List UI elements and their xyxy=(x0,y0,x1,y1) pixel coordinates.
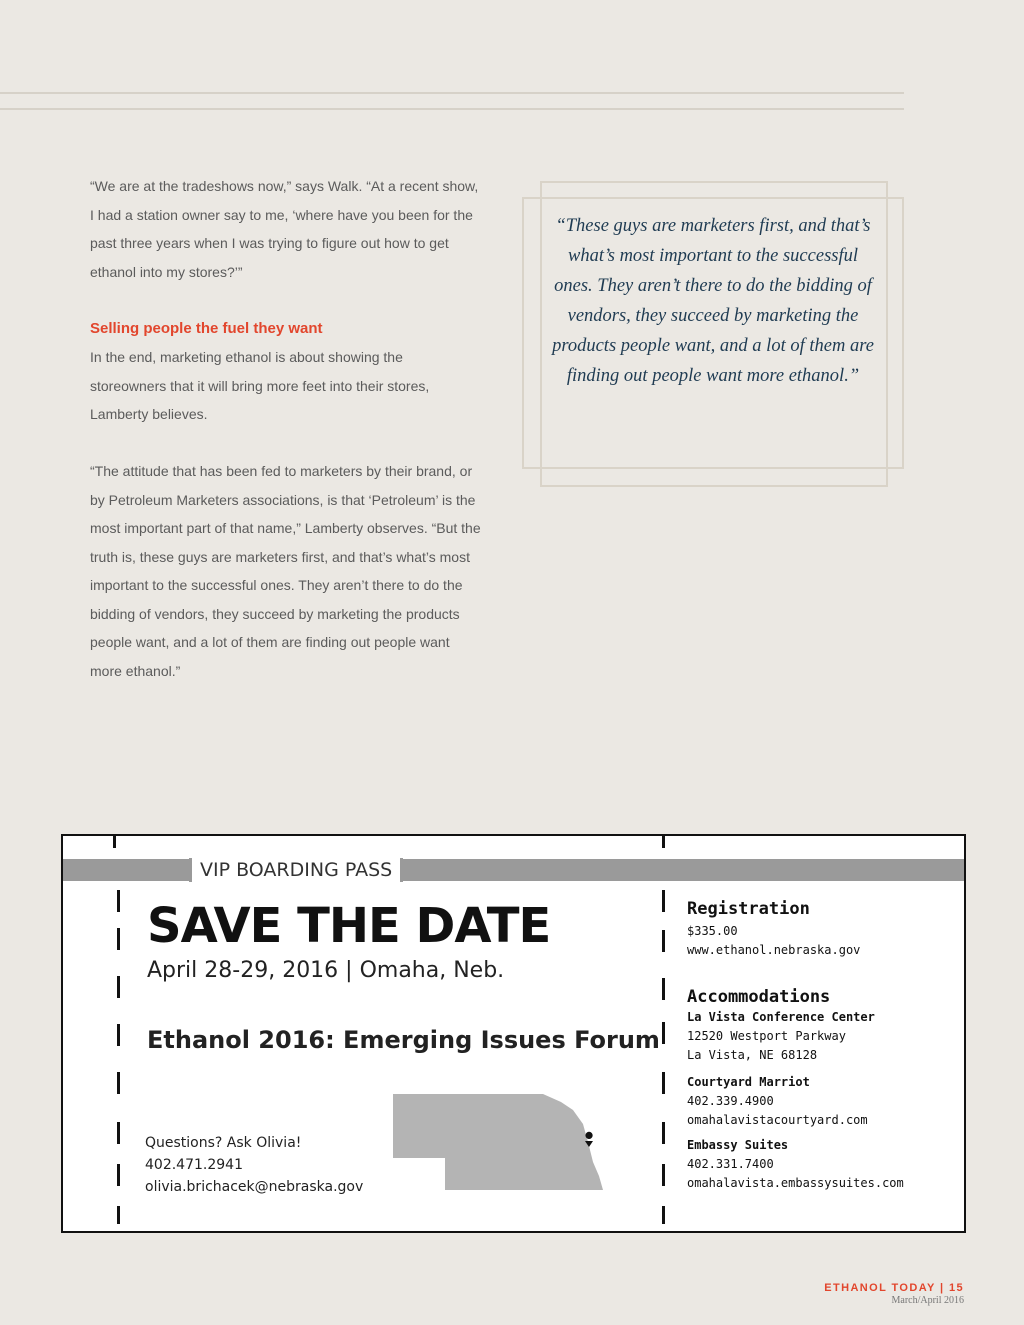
nebraska-state-shape xyxy=(393,1094,603,1190)
hotel-url-embassy: omahalavista.embassysuites.com xyxy=(687,1176,904,1190)
ad-details-column xyxy=(687,898,957,1193)
hotel-name-la-vista: La Vista Conference Center xyxy=(687,1010,875,1024)
article-paragraph-2: In the end, marketing ethanol is about showing the storeowners that it will bring more feet into their stores, Lamberty believes. xyxy=(90,349,430,422)
perforation-left xyxy=(117,928,120,950)
accommodations-heading: Accommodations xyxy=(687,987,831,1007)
contact-phone: 402.471.2941 xyxy=(145,1157,243,1173)
event-name: Ethanol 2016: Emerging Issues Forum xyxy=(147,1026,660,1054)
perforation-right xyxy=(662,890,665,912)
boarding-pass-ad xyxy=(61,834,966,1233)
hotel-city-la-vista: La Vista, NE 68128 xyxy=(687,1048,818,1062)
vip-boarding-pass-label: VIP BOARDING PASS xyxy=(189,858,403,882)
perforation-left xyxy=(117,1024,120,1046)
registration-url: www.ethanol.nebraska.gov xyxy=(687,943,861,957)
perforation-right xyxy=(662,1022,665,1044)
magazine-name-page-number: ETHANOL TODAY | 15 xyxy=(824,1282,964,1294)
section-heading: Selling people the fuel they want xyxy=(90,319,323,337)
perforation-right xyxy=(662,930,665,952)
perforation-left xyxy=(117,1164,120,1186)
perforation-right xyxy=(662,1072,665,1094)
article-paragraph-1: “We are at the tradeshows now,” says Walk. “At a recent show, I had a station owner say to me, ‘where have you been for the past three years when I was trying to figure out how to get ethanol into my stores?’” xyxy=(90,178,479,280)
contact-email: olivia.brichacek@nebraska.gov xyxy=(145,1179,364,1195)
hotel-street-la-vista: 12520 Westport Parkway xyxy=(687,1029,846,1043)
nebraska-map-icon xyxy=(393,1092,623,1194)
pull-quote-text: “These guys are marketers first, and that’s what’s most important to the successful ones. They aren’t there to do the bidding of vendors, they succeed by marketing the products people want, and a lot of them are finding out people want more ethanol.” xyxy=(552,216,874,386)
article-paragraph-3: “The attitude that has been fed to marketers by their brand, or by Petroleum Marketers associations, is that ‘Petroleum’ is the most important part of that name,” Lamberty observes. “But the truth is, these guys are marketers first, and that’s what’s most important to the successful ones. They aren’t there to do the bidding of vendors, they succeed by marketing the products people want, and a lot of them are finding out people want more ethanol.” xyxy=(90,463,481,679)
hotel-name-embassy: Embassy Suites xyxy=(687,1138,789,1152)
registration-price: $335.00 xyxy=(687,924,738,938)
perforation-left xyxy=(113,836,116,848)
pull-quote-box xyxy=(522,181,904,487)
perforation-left xyxy=(117,1122,120,1144)
perforation-right xyxy=(662,1122,665,1144)
perforation-right xyxy=(662,836,665,848)
issue-date: March/April 2016 xyxy=(891,1295,964,1306)
registration-heading: Registration xyxy=(687,899,810,919)
perforation-right xyxy=(662,978,665,1000)
perforation-left xyxy=(117,1072,120,1094)
perforation-right xyxy=(662,1164,665,1186)
contact-info xyxy=(145,1132,363,1198)
hotel-url-courtyard: omahalavistacourtyard.com xyxy=(687,1113,868,1127)
save-the-date-headline: SAVE THE DATE xyxy=(147,898,551,954)
hotel-name-courtyard: Courtyard Marriot xyxy=(687,1075,810,1089)
page-footer xyxy=(824,1281,964,1307)
event-date-location: April 28-29, 2016 | Omaha, Neb. xyxy=(147,958,505,983)
hotel-phone-embassy: 402.331.7400 xyxy=(687,1157,774,1171)
article-column xyxy=(90,172,482,714)
perforation-right xyxy=(662,1206,665,1224)
perforation-left xyxy=(117,976,120,998)
top-rule-second xyxy=(0,108,904,110)
hotel-phone-courtyard: 402.339.4900 xyxy=(687,1094,774,1108)
perforation-left xyxy=(117,1206,120,1224)
perforation-left xyxy=(117,890,120,912)
top-rule xyxy=(0,92,904,94)
contact-question: Questions? Ask Olivia! xyxy=(145,1135,302,1151)
